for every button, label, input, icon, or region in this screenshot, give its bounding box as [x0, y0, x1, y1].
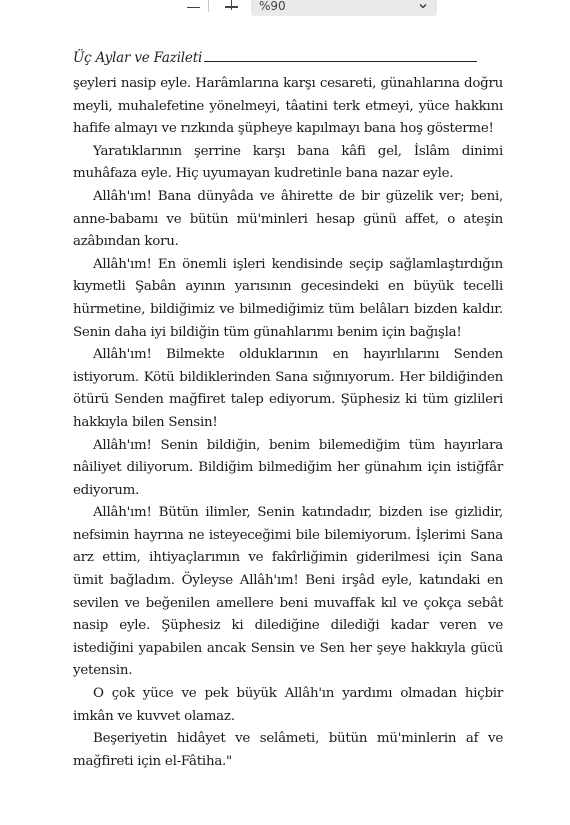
zoom-out-button[interactable]: [176, 0, 210, 14]
chevron-down-icon: [419, 2, 427, 10]
paragraph: Beşeriyetin hidâyet ve selâmeti, bütün mü'minlerin af ve mağfireti için el-Fâtiha.": [73, 731, 503, 769]
toolbar-separator: [208, 0, 209, 12]
paragraph: Allâh'ım! Senin bildiğin, benim bilemediğim tüm hayırlara nâiliyet diliyorum. Bildiğim bilmediğim her günahım için istiğfâr ediyorum.: [73, 437, 503, 498]
page-body: [73, 73, 503, 773]
running-header: [73, 46, 477, 66]
header-rule: [204, 61, 477, 62]
paragraph: Allâh'ım! En önemli işleri kendisinde seçip sağlamlaştırdığın kıymetli Şabân ayının yarısının gecesindeki en büyük tecelli hürmetine, bildiğimiz ve bilmediğimiz tüm belâları bizden kaldır. Senin daha iyi bildiğin tüm günahlarımı benim için bağışla!: [73, 256, 503, 340]
paragraph: O çok yüce ve pek büyük Allâh'ın yardımı olmadan hiçbir imkân ve kuvvet olamaz.: [73, 686, 503, 724]
zoom-select[interactable]: [251, 0, 437, 16]
plus-icon: [225, 0, 238, 13]
zoom-value: %90: [259, 0, 286, 13]
zoom-in-button[interactable]: [214, 0, 248, 14]
minus-icon: [187, 7, 200, 9]
page-title: Üç Aylar ve Fazileti: [73, 50, 203, 66]
paragraph: Allâh'ım! Bilmekte olduklarının en hayırlılarını Senden istiyorum. Kötü bildiklerinden Sana sığınıyorum. Her bildiğinden ötürü Senden mağfiret talep ediyorum. Şüphesiz ki tüm gizlileri hakkıyla bilen Sensin!: [73, 347, 503, 430]
paragraph: Allâh'ım! Bütün ilimler, Senin katındadır, bizden ise gizlidir, nefsimin hayrına ne isteyeceğimi bile bilemiyorum. İşlerimi Sana arz ettim, ihtiyaçlarımın ve fakîrliğimin giderilmesi için Sana ümit bağladım. Öyleyse Allâh'ım! Beni irşâd eyle, katındaki en sevilen ve beğenilen amellere beni muvaffak kıl ve çokça sebât nasip eyle. Şüphesiz ki dilediğine dilediği kadar veren ve istediğini yapabilen ancak Sensin ve Sen her şeye hakkıyla gücü yetensin.: [73, 505, 503, 679]
viewer-toolbar: [0, 0, 570, 16]
paragraph: Yaratıklarının şerrine karşı bana kâfi gel, İslâm dinimi muhâfaza eyle. Hiç uyumayan kudretinle bana nazar eyle.: [73, 143, 503, 182]
paragraph: Allâh'ım! Bana dünyâda ve âhirette de bir güzelik ver; beni, anne-babamı ve bütün mü'minleri hesap günü affet, o ateşin azâbından koru.: [73, 188, 503, 250]
paragraph: şeyleri nasip eyle. Harâmlarına karşı cesareti, günahlarına doğru meyli, muhalefetine yönelmeyi, tâatini terk etmeyi, yüce hakkını hafife almayı ve rızkında şüpheye kapılmayı bana hoş gösterme!: [73, 76, 503, 137]
